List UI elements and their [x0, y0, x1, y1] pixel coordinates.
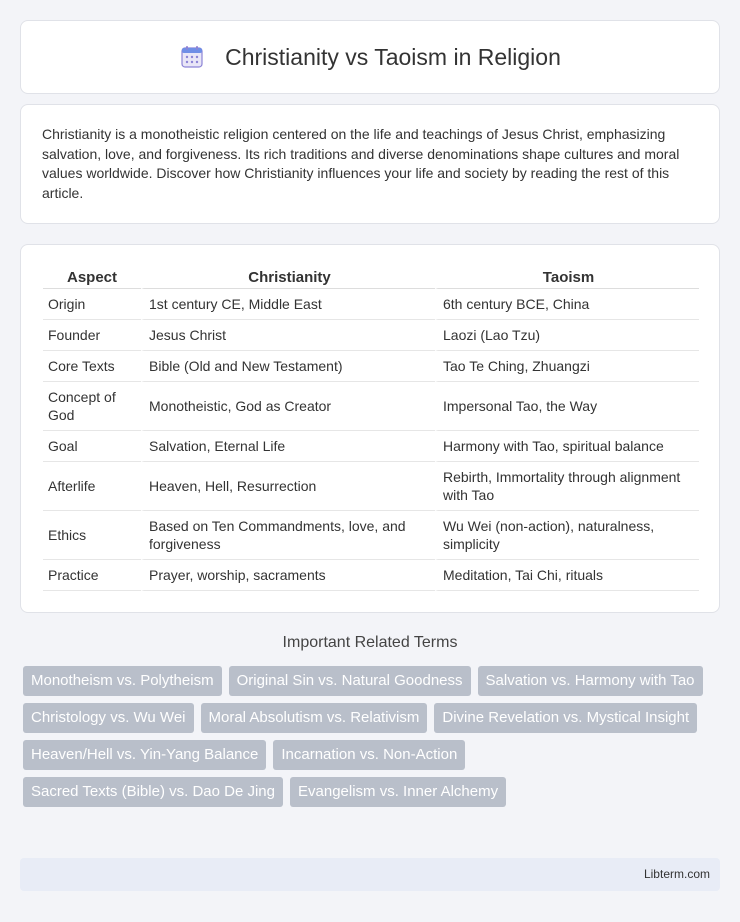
comparison-table — [43, 265, 699, 591]
related-terms-list — [23, 666, 717, 807]
related-term-tag[interactable]: Salvation vs. Harmony with Tao — [478, 666, 703, 696]
table-header-row — [43, 265, 699, 289]
table-cell: Salvation, Eternal Life — [141, 431, 435, 462]
related-term-tag[interactable]: Christology vs. Wu Wei — [23, 703, 194, 733]
table-row — [43, 382, 699, 431]
page-title: Christianity vs Taoism in Religion — [225, 43, 561, 70]
table-cell: Based on Ten Commandments, love, and forgiveness — [141, 511, 435, 560]
table-cell: Meditation, Tai Chi, rituals — [435, 560, 699, 591]
table-row — [43, 320, 699, 351]
table-row — [43, 560, 699, 591]
table-cell: Impersonal Tao, the Way — [435, 382, 699, 431]
table-row — [43, 511, 699, 560]
comparison-table-card — [20, 244, 720, 613]
table-cell: Tao Te Ching, Zhuangzi — [435, 351, 699, 382]
table-cell: Ethics — [43, 511, 141, 560]
related-term-tag[interactable]: Original Sin vs. Natural Goodness — [229, 666, 471, 696]
intro-card — [20, 104, 720, 224]
footer-site-link[interactable]: Libterm.com — [643, 867, 710, 881]
table-row — [43, 431, 699, 462]
table-cell: Origin — [43, 289, 141, 320]
table-cell: Prayer, worship, sacraments — [141, 560, 435, 591]
table-cell: Goal — [43, 431, 141, 462]
related-term-tag[interactable]: Divine Revelation vs. Mystical Insight — [434, 703, 697, 733]
table-cell: Laozi (Lao Tzu) — [435, 320, 699, 351]
table-header-taoism: Taoism — [435, 265, 699, 289]
related-term-tag[interactable]: Evangelism vs. Inner Alchemy — [290, 777, 506, 807]
header-card — [20, 20, 720, 94]
table-cell: Concept of God — [43, 382, 141, 431]
related-term-tag[interactable]: Moral Absolutism vs. Relativism — [201, 703, 428, 733]
table-cell: Monotheistic, God as Creator — [141, 382, 435, 431]
table-cell: Jesus Christ — [141, 320, 435, 351]
calendar-icon — [179, 44, 205, 70]
table-cell: Afterlife — [43, 462, 141, 511]
table-cell: 6th century BCE, China — [435, 289, 699, 320]
table-header-christianity: Christianity — [141, 265, 435, 289]
table-cell: 1st century CE, Middle East — [141, 289, 435, 320]
table-cell: Wu Wei (non-action), naturalness, simplicity — [435, 511, 699, 560]
table-row — [43, 351, 699, 382]
table-cell: Heaven, Hell, Resurrection — [141, 462, 435, 511]
related-term-tag[interactable]: Sacred Texts (Bible) vs. Dao De Jing — [23, 777, 283, 807]
related-term-tag[interactable]: Incarnation vs. Non-Action — [273, 740, 465, 770]
table-row — [43, 462, 699, 511]
table-header-aspect: Aspect — [43, 265, 141, 289]
related-terms-title: Important Related Terms — [282, 634, 458, 651]
table-cell: Rebirth, Immortality through alignment with Tao — [435, 462, 699, 511]
table-cell: Founder — [43, 320, 141, 351]
intro-text: Christianity is a monotheistic religion centered on the life and teachings of Jesus Christ, emphasizing salvation, love, and forgiveness. Its rich traditions and diverse denominations shape cultures and moral values worldwide. Discover how Christianity influences your life and society by reading the rest of this article. — [42, 126, 680, 201]
table-cell: Practice — [43, 560, 141, 591]
related-term-tag[interactable]: Monotheism vs. Polytheism — [23, 666, 222, 696]
table-cell: Core Texts — [43, 351, 141, 382]
table-cell: Harmony with Tao, spiritual balance — [435, 431, 699, 462]
footer — [20, 858, 720, 891]
table-row — [43, 289, 699, 320]
table-cell: Bible (Old and New Testament) — [141, 351, 435, 382]
related-term-tag[interactable]: Heaven/Hell vs. Yin-Yang Balance — [23, 740, 266, 770]
